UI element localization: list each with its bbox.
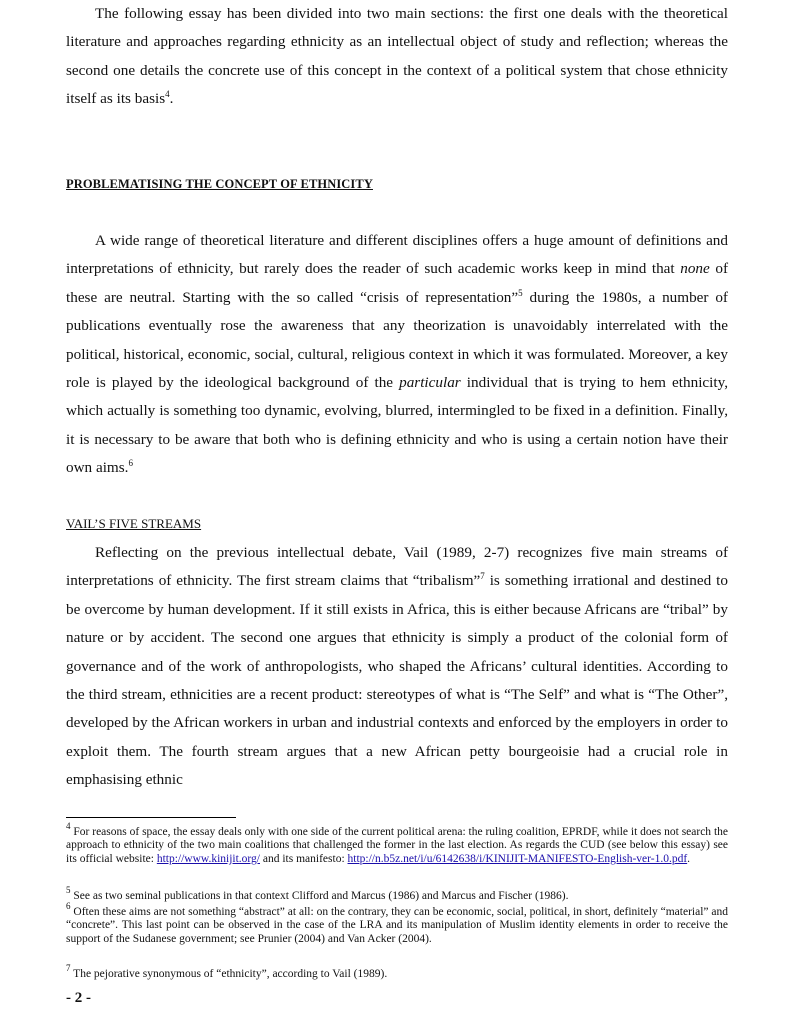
footnote-ref-7[interactable]: 7: [480, 571, 485, 582]
p1-text-a: A wide range of theoretical literature and different disciplines offers a huge amount of definitions and interpretations of ethnicity, but rarely does the reader of such academic works keep in mind that: [66, 232, 728, 278]
footnote-6-number: 6: [66, 901, 71, 911]
p1-emphasis-none: none: [680, 260, 710, 278]
p2-text-a: Reflecting on the previous intellectual debate, Vail (1989, 2-7) recognizes five main streams of interpretations of ethnicity. The first stream claims that “tribalism”: [66, 544, 728, 590]
p1-emphasis-particular: particular: [399, 374, 461, 392]
footnote-separator: [66, 817, 236, 818]
footnote-5-number: 5: [66, 885, 71, 895]
kinijit-manifesto-link[interactable]: http://n.b5z.net/i/u/6142638/i/KINIJIT-MANIFESTO-English-ver-1.0.pdf: [347, 852, 688, 865]
section-heading-vail: VAIL’S FIVE STREAMS: [66, 516, 202, 531]
intro-end: .: [169, 90, 174, 108]
intro-text: The following essay has been divided into two main sections: the first one deals with the theoretical literature and approaches regarding ethnicity as an intellectual object of study and reflection; whereas the second one details the concrete use of this concept in the context of a political system that chose ethnicity itself as its basis: [66, 5, 728, 108]
footnote-7-text: The pejorative synonymous of “ethnicity”, according to Vail (1989).: [70, 968, 388, 980]
footnote-ref-5[interactable]: 5: [518, 287, 523, 298]
kinijit-website-link[interactable]: http://www.kinijit.org/: [156, 852, 260, 865]
p2-text-b: is something irrational and destined to be overcome by human development. If it still exists in Africa, this is either because Africans are “tribal” by nature or by accident. The second one argues that ethnicity is simply a product of the colonial form of governance and of the work of anthropologists, who shaped the Africans’ cultural identities. According to the third stream, ethnicities are a recent product: stereotypes of what is “The Self” and what is “The Other”, developed by the African workers in urban and industrial contexts and enforced by the employers in order to exploit them. The fourth stream argues that a new African petty bourgeoisie had a crucial role in emphasising ethnic: [66, 572, 728, 789]
section1-paragraph: [66, 227, 728, 483]
p1-text-c: during the 1980s, a number of publications eventually rose the awareness that any theorization is unavoidably interrelated with the political, historical, economic, social, cultural, religious context in which it was formulated. Moreover, a key role is played by the ideological background of the: [66, 288, 728, 392]
footnote-5-text: See as two seminal publications in that context Clifford and Marcus (1986) and Marcus and Fischer (1986).: [70, 890, 569, 902]
footnote-4: [66, 821, 728, 866]
footnote-6: [66, 901, 728, 946]
page-number: - 2 -: [66, 990, 91, 1006]
intro-paragraph: [66, 0, 728, 114]
footnote-4-mid: and its manifesto:: [260, 852, 348, 865]
footnote-6-text: Often these aims are not something “abstract” at all: on the contrary, they can be economic, social, political, in short, definitely “material” and “concrete”. This last point can be observed in the case of the LRA and its manipulation of Muslim identity elements in order to receive the support of the Sudanese government; see Prunier (2004) and Van Acker (2004).: [66, 906, 728, 945]
footnote-5: [66, 885, 728, 903]
section-heading-problematising: PROBLEMATISING THE CONCEPT OF ETHNICITY: [66, 177, 373, 191]
footnote-4-text: For reasons of space, the essay deals only with one side of the current political arena: the ruling coalition, EPRDF, while it does not search the approach to ethnicity of the two main coalitions that challenged the former in the last election. As regards the CUD (see below this essay) see its official website:: [66, 826, 728, 865]
footnote-4-end: .: [687, 852, 691, 865]
section2-paragraph: [66, 539, 728, 795]
footnote-ref-4[interactable]: 4: [165, 89, 170, 100]
footnote-ref-6[interactable]: 6: [128, 458, 133, 469]
p1-text-d: individual that is trying to hem ethnicity, which actually is something too dynamic, evolving, blurred, intermingled to be fixed in a definition. Finally, it is necessary to be aware that both who is defining ethnicity and who is using a certain notion have their own aims.: [66, 374, 728, 477]
footnote-7: [66, 963, 728, 981]
footnote-4-number: 4: [66, 821, 71, 831]
p1-text-b: of these are neutral. Starting with the so called “crisis of representation”: [66, 260, 729, 306]
footnote-7-number: 7: [66, 963, 71, 973]
